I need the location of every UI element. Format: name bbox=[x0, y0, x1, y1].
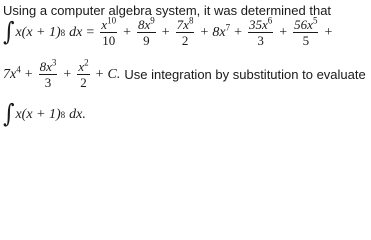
integrand: x(x + 1) bbox=[15, 24, 61, 40]
plus-sign: + bbox=[200, 24, 209, 40]
term-fraction: $\frac{x^2}{2}$ bbox=[78, 57, 89, 90]
plus-sign: + bbox=[24, 66, 33, 82]
plus-sign: + bbox=[324, 24, 333, 40]
term-fraction: $\frac{x^{10}}{10}$ bbox=[101, 15, 117, 48]
term-fraction: $\frac{8x^9}{9}$ bbox=[137, 15, 155, 48]
equation-line-2 bbox=[3, 57, 366, 90]
instruction-text: Use integration by substitution to evaluate bbox=[124, 67, 366, 82]
term-fraction: $\frac{35x^6}{3}$ bbox=[248, 15, 273, 48]
plus-sign: + bbox=[95, 66, 104, 82]
term-fraction: $\frac{7x^8}{2}$ bbox=[176, 15, 194, 48]
constant-of-integration: C. bbox=[107, 66, 121, 82]
differential: dx. bbox=[69, 107, 86, 122]
term-fraction: $\frac{8x^3}{3}$ bbox=[39, 57, 57, 90]
integrand: x(x + 1) bbox=[15, 107, 61, 122]
integral-sign: ∫ bbox=[3, 17, 15, 47]
plus-sign: + bbox=[279, 24, 288, 40]
plus-sign: + bbox=[123, 24, 131, 40]
equals-sign: = bbox=[86, 24, 95, 40]
equation-line-3: ∫ x(x + 1) 8 dx. bbox=[3, 100, 86, 129]
plus-sign: + bbox=[161, 24, 170, 40]
plus-sign: + bbox=[234, 24, 242, 40]
term-fraction: $\frac{56x^5}{5}$ bbox=[294, 15, 318, 48]
differential: dx bbox=[69, 24, 83, 40]
equation-line-1: ∫ x(x + 1) 8 dx = $\frac{x^{10}}{10}$ + $\frac{8x^9}{9}$ + $\frac{7x^8}{2}$ + $8x^7$ + $\frac{35x^6}{3}$ + $\frac{56x^5}{5}$ + bbox=[3, 15, 333, 48]
inline-term: $8x^7$ bbox=[212, 21, 231, 40]
integral-sign: ∫ bbox=[3, 100, 15, 129]
plus-sign: + bbox=[63, 66, 72, 82]
intro-sentence: Using a computer algebra system, it was determined that bbox=[3, 3, 332, 18]
inline-term: $7x^4$ bbox=[3, 63, 21, 82]
